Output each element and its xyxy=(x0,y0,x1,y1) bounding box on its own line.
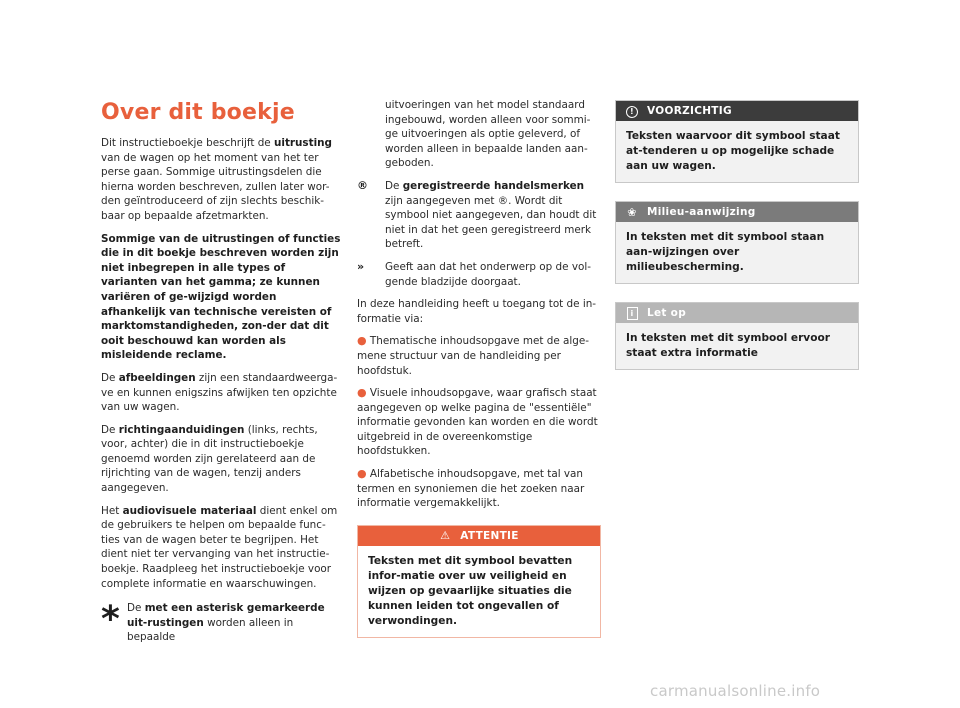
warning-label: ATTENTIE xyxy=(460,529,519,542)
intro-paragraph xyxy=(101,136,341,224)
warning-text: Teksten met dit symbool bevatten infor-matie over uw veiligheid en wijzen op gevaarlijke situaties die kunnen leiden tot ongevallen of verwondingen. xyxy=(358,546,600,637)
environment-label: Milieu-aanwijzing xyxy=(647,206,756,218)
column-middle xyxy=(357,98,601,652)
page-title: Over dit boekje xyxy=(101,100,295,125)
bullet-icon: ● xyxy=(357,386,367,400)
illustrations-paragraph xyxy=(101,371,341,415)
registered-icon: ® xyxy=(357,178,368,192)
bullet-icon: ● xyxy=(357,334,367,348)
text-run: De xyxy=(101,371,119,384)
text-run: (links, rechts, voor, achter) die in dit instructieboekje genoemd worden zijn gerelateerd aan de rijrichting van de wagen, tenzij anders aangegeven. xyxy=(101,423,318,495)
text-run: worden alleen in bepaalde xyxy=(127,616,294,644)
bullet-text: Thematische inhoudsopgave met de alge-mene structuur van de handleiding per hoofdstuk. xyxy=(357,335,590,377)
bold-term: afbeeldingen xyxy=(118,371,196,384)
directions-paragraph xyxy=(101,423,341,496)
bullet-item xyxy=(357,467,601,511)
disclaimer-paragraph: Sommige van de uitrustingen of functies die in dit boekje beschreven worden zijn niet inbegrepen in alle types of varianten van het gamma; ze kunnen variëren of ge-wijzigd worden afhankelijk van technische vereisten of marktomstandigheden, zon-der dat dit ooit beschouwd kan worden als misleidende reclame. xyxy=(101,232,341,362)
audiovisual-paragraph xyxy=(101,504,341,592)
text-run: van de wagen op het moment van het ter perse gaan. Sommige uitrustingsdelen die hierna worden beschreven, zullen later wor-den geïntroduceerd of zijn slechts beschik-baar op bepaalde afzetmarkten. xyxy=(101,151,330,222)
bold-term: richtingaanduidingen xyxy=(118,423,245,436)
text-run: Het xyxy=(101,504,123,517)
environment-text: In teksten met dit symbool staan aan-wijzingen over milieubescherming. xyxy=(616,222,858,283)
bullet-item xyxy=(357,386,601,459)
asterisk-note xyxy=(101,601,341,645)
caution-label: VOORZICHTIG xyxy=(647,105,732,117)
text-run: De xyxy=(385,179,403,192)
caution-box xyxy=(615,100,859,183)
caution-text: Teksten waarvoor dit symbool staat at-tenderen u op mogelijke schade aan uw wagen. xyxy=(616,121,858,182)
column-right xyxy=(615,100,859,384)
access-intro: In deze handleiding heeft u toegang tot de in-formatie via: xyxy=(357,298,597,325)
bold-term: audiovisuele materiaal xyxy=(122,504,257,517)
text-run: zijn een standaardweerga-ve en kunnen enigszins afwijken ten opzichte van uw wagen. xyxy=(101,371,338,414)
asterisk-icon: * xyxy=(101,599,120,641)
note-header xyxy=(616,303,858,323)
continue-text: Geeft aan dat het onderwerp op de vol-gende bladzijde doorgaat. xyxy=(385,260,591,288)
bullet-text: Visuele inhoudsopgave, waar grafisch staat aangegeven op welke pagina de "essentiële" informatie gevonden kan worden en die wordt uitgebreid in de overeenkomstige hoofdstukken. xyxy=(357,387,598,458)
text-run: De xyxy=(127,602,145,615)
watermark: carmanualsonline.info xyxy=(650,682,821,700)
bold-term: met een asterisk gemarkeerde uit-rustingen xyxy=(127,602,325,629)
bold-term: geregistreerde handelsmerken xyxy=(402,179,585,192)
column-left xyxy=(101,100,341,645)
bullet-item xyxy=(357,334,601,378)
text-run: De xyxy=(101,423,119,436)
exclamation-circle-icon: ! xyxy=(626,106,638,118)
asterisk-text xyxy=(127,601,341,645)
registered-note xyxy=(357,179,601,252)
registered-text xyxy=(385,179,601,252)
environment-header xyxy=(616,202,858,222)
warning-box xyxy=(357,525,601,638)
bullet-text: Alfabetische inhoudsopgave, met tal van termen en synoniemen die het zoeken naar informatie vergemakkelijkt. xyxy=(357,468,585,510)
note-text: In teksten met dit symbool ervoor staat extra informatie xyxy=(616,323,858,369)
warning-header xyxy=(358,526,600,546)
bullet-icon: ● xyxy=(357,467,367,481)
continue-note xyxy=(357,260,601,289)
asterisk-continuation: uitvoeringen van het model standaard ingebouwd, worden alleen voor sommi-ge uitvoeringen als optie geleverd, of worden alleen in bepaalde landen aan-geboden. xyxy=(385,99,591,170)
bold-term: uitrusting xyxy=(273,137,332,149)
text-run: zijn aangegeven met ®. Wordt dit symbool niet aangegeven, dan houdt dit niet in dat het geen geregistreerd merk betreft. xyxy=(385,194,597,251)
environment-box xyxy=(615,201,859,284)
text-run: dient enkel om de gebruikers te helpen om bepaalde func-ties van de wagen beter te begrijpen. Het dient niet ter vervanging van het instructie-boekje. Raadpleeg het instructieboekje voor complete informatie en waarschuwingen. xyxy=(101,504,338,590)
note-box xyxy=(615,302,859,370)
info-icon: i xyxy=(627,307,638,320)
flower-icon: ❀ xyxy=(627,205,637,219)
double-chevron-icon: » xyxy=(357,259,365,273)
warning-triangle-icon: ⚠ xyxy=(440,529,451,543)
note-label: Let op xyxy=(647,307,687,319)
caution-header xyxy=(616,101,858,121)
text-run: Dit instructieboekje beschrijft de xyxy=(101,137,274,149)
